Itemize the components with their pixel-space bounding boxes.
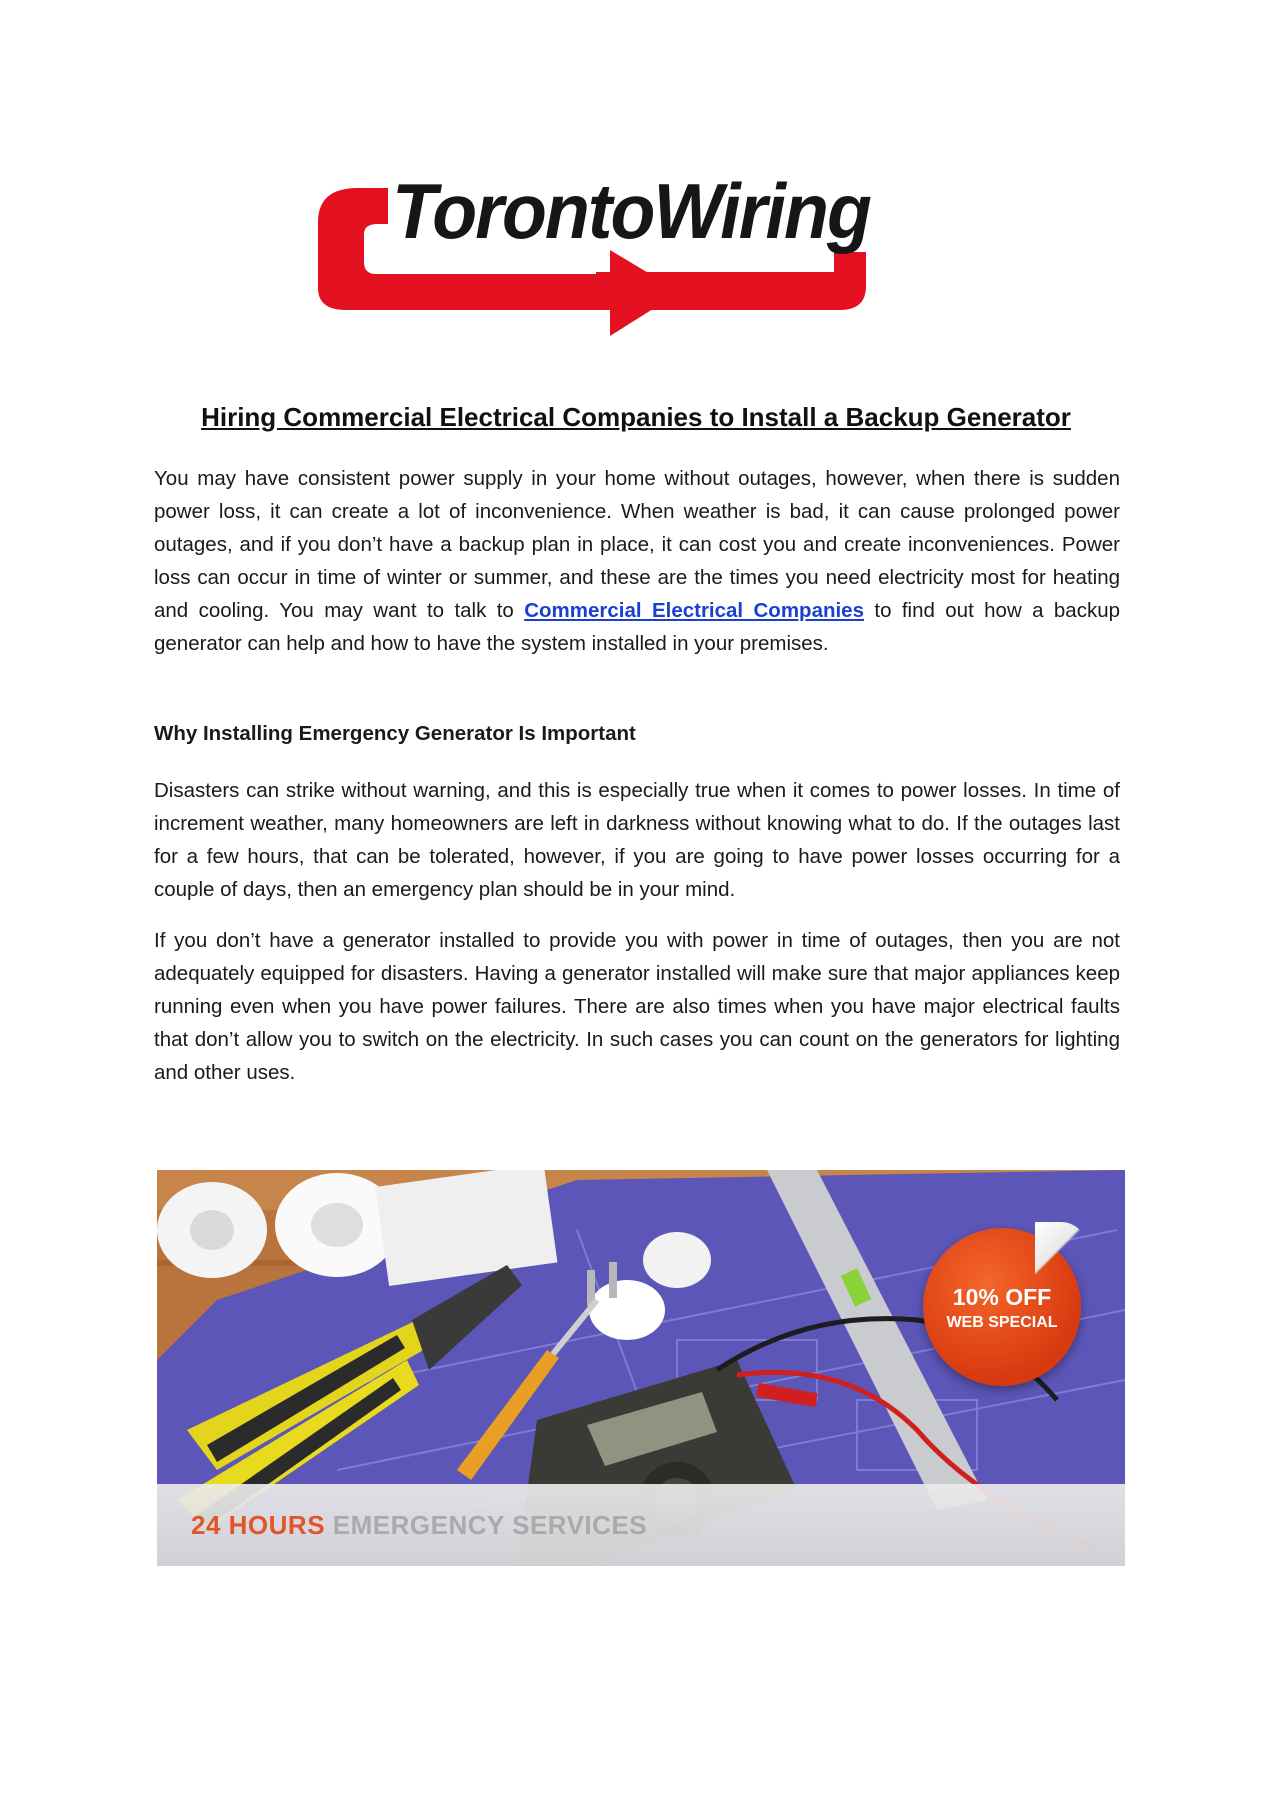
banner-footer-band: [157, 1484, 1125, 1566]
torontowiring-logo: [300, 160, 972, 375]
emergency-services-banner: [157, 1170, 1125, 1566]
rolled-blueprints: [157, 1170, 557, 1286]
generator-paragraph: If you don’t have a generator installed to provide you with power in time of outages, then you are not adequately equipped for disasters. Having a generator installed will make sure that major appliances keep running even when you have power failures. There are also times when you have major electrical faults that don’t allow you to switch on the electricity. In such cases you can count on the generators for lighting and other uses.: [154, 929, 1120, 1084]
badge-page-curl: [1035, 1222, 1087, 1274]
logo-tail-shape: [596, 252, 866, 310]
logo-graphic: [300, 160, 972, 375]
discount-badge: [923, 1228, 1081, 1386]
logo-wordmark: TorontoWiring: [392, 167, 872, 255]
commercial-electrical-companies-link[interactable]: Commercial Electrical Companies: [524, 599, 864, 622]
page-title: Hiring Commercial Electrical Companies to Install a Backup Generator: [201, 402, 1071, 432]
badge-discount-text: 10% OFF: [952, 1284, 1052, 1310]
section-heading: Why Installing Emergency Generator Is Important: [154, 722, 636, 745]
badge-web-special-text: WEB SPECIAL: [946, 1314, 1058, 1331]
intro-text-after-link: to find out how a backup generator can help and how to have the system installed in your premises.: [154, 599, 1121, 655]
emergency-services-caption: [191, 1510, 647, 1541]
caption-emergency-services: EMERGENCY SERVICES: [325, 1510, 648, 1540]
disasters-paragraph: Disasters can strike without warning, and this is especially true when it comes to power losses. In time of increment weather, many homeowners are left in darkness without knowing what to do. If the outages last for a few hours, that can be tolerated, however, if you are going to have power losses occurring for a couple of days, then an emergency plan should be in your mind.: [154, 779, 1120, 901]
intro-text-before-link: You may have consistent power supply in your home without outages, however, when there is sudden power loss, it can create a lot of inconvenience. When weather is bad, it can cause prolonged power outages, and if you don’t have a backup plan in place, it can cost you and create inconveniences. Power loss can occur in time of winter or summer, and these are the times you need electricity most for heating and cooling. You may want to talk to: [154, 467, 1120, 622]
intro-paragraph: [154, 462, 1120, 660]
caption-24-hours: 24 HOURS: [191, 1510, 326, 1540]
